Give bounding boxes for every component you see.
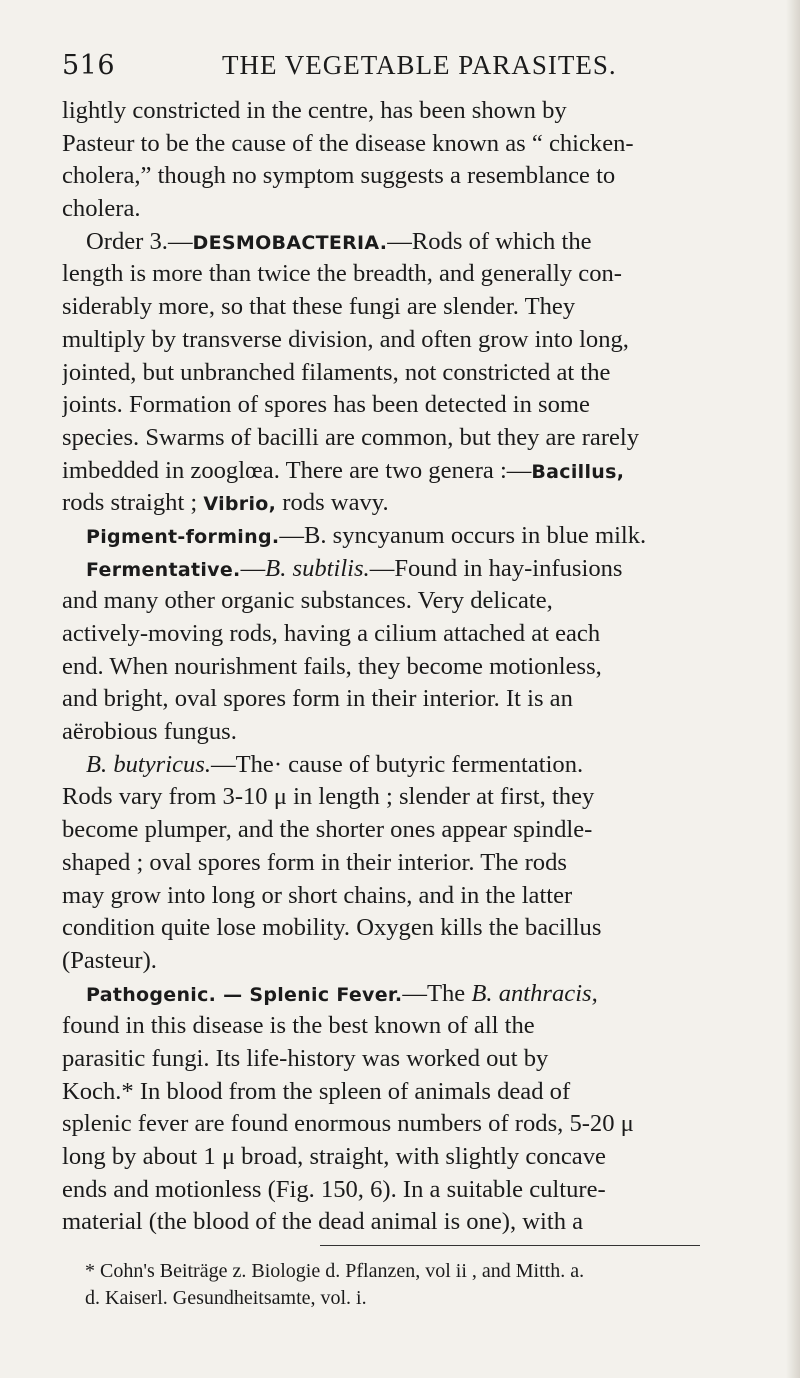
text-line: cholera,” though no symptom suggests a resemblance to	[62, 162, 616, 190]
text-line: long by about 1 μ broad, straight, with slightly concave	[62, 1143, 606, 1170]
order-name: DESMOBACTERIA.	[192, 231, 388, 254]
genus-bacillus: Bacillus,	[531, 460, 625, 483]
text-line: jointed, but unbranched filaments, not constricted at the	[62, 358, 611, 386]
ferment-line	[62, 553, 762, 586]
text-line: end. When nourishment fails, they become motionless,	[62, 652, 602, 680]
pigment-line	[62, 520, 762, 553]
running-title: THE VEGETABLE PARASITES.	[222, 50, 617, 80]
page-number: 516	[62, 50, 116, 81]
butyricus-species: B. butyricus.	[86, 750, 211, 778]
text-line: shaped ; oval spores form in their interior. The rods	[62, 848, 567, 876]
ferment-dash: —	[240, 554, 266, 582]
footnote-line: d. Kaiserl. Gesundheitsamte, vol. i.	[85, 1287, 367, 1309]
text-line: species. Swarms of bacilli are common, but they are rarely	[62, 423, 640, 451]
text-line: Pasteur to be the cause of the disease known as “ chicken-	[62, 129, 634, 157]
text-line: Rods vary from 3-10 μ in length ; slender at first, they	[62, 783, 595, 811]
pathogenic-line	[62, 978, 762, 1011]
footnote	[85, 1258, 765, 1312]
page-edge-shadow	[786, 0, 800, 1378]
rods-rest: rods wavy.	[276, 489, 389, 517]
text-line: found in this disease is the best known of all the	[62, 1012, 535, 1040]
footnote-line: * Cohn's Beiträge z. Biologie d. Pflanzen, vol ii , and Mitth. a.	[85, 1260, 585, 1282]
text-line: parasitic fungi. Its life-history was worked out by	[62, 1044, 549, 1072]
ferment-text: —Found in hay-infusions	[369, 554, 623, 582]
text-line: multiply by transverse division, and often grow into long,	[62, 325, 629, 353]
order-heading	[62, 226, 762, 259]
ferment-label: Fermentative.	[86, 558, 241, 581]
text-line: ends and motionless (Fig. 150, 6). In a suitable culture-	[62, 1175, 606, 1203]
text-line: Koch.* In blood from the spleen of animals dead of	[62, 1077, 571, 1105]
rods-text: rods straight ;	[62, 489, 204, 517]
pathogenic-text: —The	[402, 979, 472, 1007]
text-line: siderably more, so that these fungi are slender. They	[62, 293, 576, 321]
pathogenic-label: Pathogenic. — Splenic Fever.	[86, 983, 403, 1006]
text-line: and bright, oval spores form in their interior. It is an	[62, 685, 573, 713]
butyricus-text: —The· cause of butyric fermentation.	[211, 750, 584, 778]
genera-text: imbedded in zooglœa. There are two genera :—	[62, 456, 532, 484]
text-line: joints. Formation of spores has been detected in some	[62, 391, 590, 419]
body-text	[62, 95, 762, 1239]
text-line: aërobious fungus.	[62, 718, 237, 746]
text-line: splenic fever are found enormous numbers of rods, 5-20 μ	[62, 1110, 634, 1138]
genera-line	[62, 455, 762, 488]
pathogenic-species: B. anthracis,	[471, 979, 598, 1007]
butyricus-line	[62, 749, 762, 782]
text-line: may grow into long or short chains, and in the latter	[62, 881, 573, 909]
footnote-rule	[320, 1245, 700, 1246]
pigment-label: Pigment-forming.	[86, 525, 280, 548]
text-line: (Pasteur).	[62, 946, 157, 974]
text-line: material (the blood of the dead animal is one), with a	[62, 1208, 584, 1236]
text-line: become plumper, and the shorter ones appear spindle-	[62, 816, 593, 844]
ferment-species: B. subtilis.	[265, 554, 370, 582]
text-line: condition quite lose mobility. Oxygen kills the bacillus	[62, 914, 602, 942]
genus-vibrio: Vibrio,	[203, 493, 277, 516]
text-line: and many other organic substances. Very delicate,	[62, 587, 553, 615]
pigment-text: —B. syncyanum occurs in blue milk.	[279, 521, 647, 549]
text-line: length is more than twice the breadth, and generally con-	[62, 260, 622, 288]
order-rest: —Rods of which the	[387, 227, 592, 255]
text-line: lightly constricted in the centre, has been shown by	[62, 97, 567, 124]
rods-line	[62, 487, 762, 520]
text-line: cholera.	[62, 195, 141, 223]
order-lead: Order 3.—	[86, 227, 193, 255]
text-line: actively-moving rods, having a cilium attached at each	[62, 620, 601, 647]
